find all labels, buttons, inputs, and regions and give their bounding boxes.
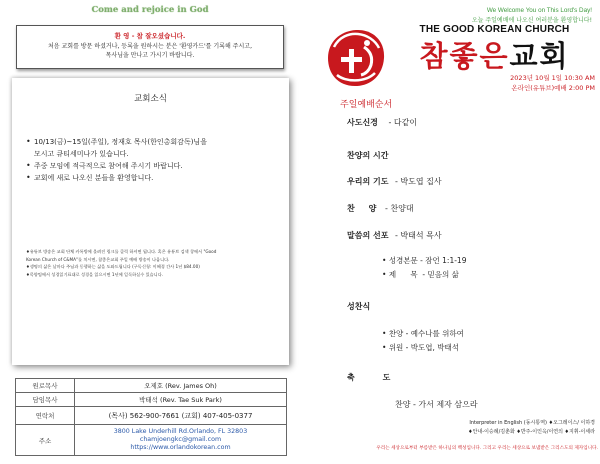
order-value: - 찬양대 xyxy=(384,204,414,213)
order-label: 축 도 xyxy=(347,373,391,382)
row-value: (목사) 562-900-7661 (교회) 407-405-0377 xyxy=(75,407,287,425)
news-title: 교회소식 xyxy=(134,94,167,104)
service-date: 2023년 10월 1일 10:30 AM xyxy=(510,74,595,82)
row-value: 오제호 (Rev. James Oh) xyxy=(75,379,287,393)
contact-table xyxy=(15,378,287,456)
table-row xyxy=(16,407,287,425)
church-name-korean-red: 참좋은 xyxy=(419,39,510,73)
news-note: ♦생명의 삶은 날마다 주님과 동행하는 삶을 도와드립니다 (구독신청: 이혜경 간사 1년 $84.00) xyxy=(26,264,200,270)
church-news-panel xyxy=(12,78,289,365)
order-label: 찬양의 시간 xyxy=(347,151,389,160)
sermon-title-line: • 제 목 - 믿음의 삶 xyxy=(382,269,459,280)
order-label: 말씀의 선포 xyxy=(347,231,389,240)
church-name-korean-black: 교회 xyxy=(509,39,570,73)
news-item: • 주중 모임에 적극적으로 참여해 주시기 바랍니다. xyxy=(26,160,281,172)
order-label: 성찬식 xyxy=(347,302,371,311)
closing-hymn: 찬양 - 가서 제자 삼으라 xyxy=(395,400,478,409)
church-name-english: THE GOOD KOREAN CHURCH xyxy=(419,24,570,35)
welcome-line-2: 목사님을 만나고 가시기 바랍니다. xyxy=(105,52,195,59)
news-item: • 교회에 새로 나오신 분들을 환영합니다. xyxy=(26,172,281,184)
news-note: ♦유튜브 방송은 교회 단체 카톡방에 올려진 링크를 클릭 하셔면 됩니다. 혹은 유튜브 검색 창에서 "Good xyxy=(26,249,217,254)
order-label: 찬 양 xyxy=(347,204,377,213)
order-value: - 박태석 목사 xyxy=(394,231,442,240)
news-item-continued: 모시고 큐티세미나가 있습니다. xyxy=(34,150,129,158)
welcome-korean: 오늘 주일예배에 나오신 여러분을 환영합니다! xyxy=(471,17,592,24)
welcome-line-1: 처음 교회를 방문 하셨거나, 등록을 원하시는 분은 '환영카드'를 기록해 주시고, xyxy=(48,43,252,50)
motto: Come and rejoice in God xyxy=(91,5,209,15)
order-praise-time xyxy=(347,150,388,161)
order-choir xyxy=(347,203,414,214)
church-logo-icon xyxy=(325,27,387,89)
news-list xyxy=(26,136,281,184)
order-confession xyxy=(347,117,417,128)
church-name-korean xyxy=(392,34,597,75)
order-value: - 다같이 xyxy=(388,118,418,127)
table-row xyxy=(16,425,287,456)
row-label: 담임목사 xyxy=(16,393,75,407)
table-row xyxy=(16,393,287,407)
order-prayer xyxy=(347,176,442,187)
scripture-line: • 성경본문 - 잠언 1:1-19 xyxy=(382,255,466,266)
address-text: 3800 Lake Underhill Rd.Orlando, FL 32803 xyxy=(113,427,248,435)
row-label: 연락처 xyxy=(16,407,75,425)
communion-hymn-line: • 찬양 - 예수나를 위하여 xyxy=(382,328,464,339)
news-note: Korean Church of C&MA"를 치시면, 참좋은교회 주일 예배 방송이 나옵니다. xyxy=(26,256,170,262)
news-notes xyxy=(26,248,284,278)
order-label: 사도신경 xyxy=(347,118,378,127)
order-label: 우리의 기도 xyxy=(347,177,389,186)
row-value: 박태석 (Rev. Tae Suk Park) xyxy=(75,393,287,407)
online-service-time: 온라인(유튜브)예배 2:00 PM xyxy=(511,84,595,92)
table-row xyxy=(16,379,287,393)
order-value: - 박도엽 집사 xyxy=(394,177,442,186)
footer-note: 우리는 세상으로부터 부름받은 하나님의 백성입니다. 그리고 우리는 세상으로 보냄받은 그리스도의 제자입니다. xyxy=(376,446,598,451)
address-cell xyxy=(75,425,287,456)
interpreter-line: Interpreter in English (동시통역) ♦오그레이스/ 이하경 xyxy=(469,420,595,426)
email-link[interactable]: chamjoengkc@gmail.com xyxy=(139,435,222,443)
staff-line: ♦안내-이승례/김춘화 ♦반주-이인옥/이연의 ♦지휘-이세라 xyxy=(468,429,595,435)
order-sermon xyxy=(347,230,442,241)
news-note: ♦목양팀에서 성경읽기표대로 성경을 읽으시면 1년에 일독하실수 있습니다. xyxy=(26,271,164,277)
order-communion xyxy=(347,301,370,312)
order-benediction xyxy=(347,372,390,383)
news-item: • 10/13(금)~15일(주일), 정재호 목사(한인총회감독)님을 xyxy=(26,136,281,148)
service-order-title: 주일예배순서 xyxy=(340,100,393,110)
row-label: 원로목사 xyxy=(16,379,75,393)
welcome-title: 환 영 - 참 잘오셨습니다. xyxy=(114,32,186,40)
address-label: 주소 xyxy=(16,425,75,456)
communion-staff-line: • 위원 - 박도엽, 박태석 xyxy=(382,342,459,353)
website-link[interactable]: https://www.orlandokorean.com xyxy=(130,444,231,452)
welcome-notice xyxy=(16,25,284,69)
welcome-english: We Welcome You on This Lord's Day! xyxy=(486,7,592,14)
